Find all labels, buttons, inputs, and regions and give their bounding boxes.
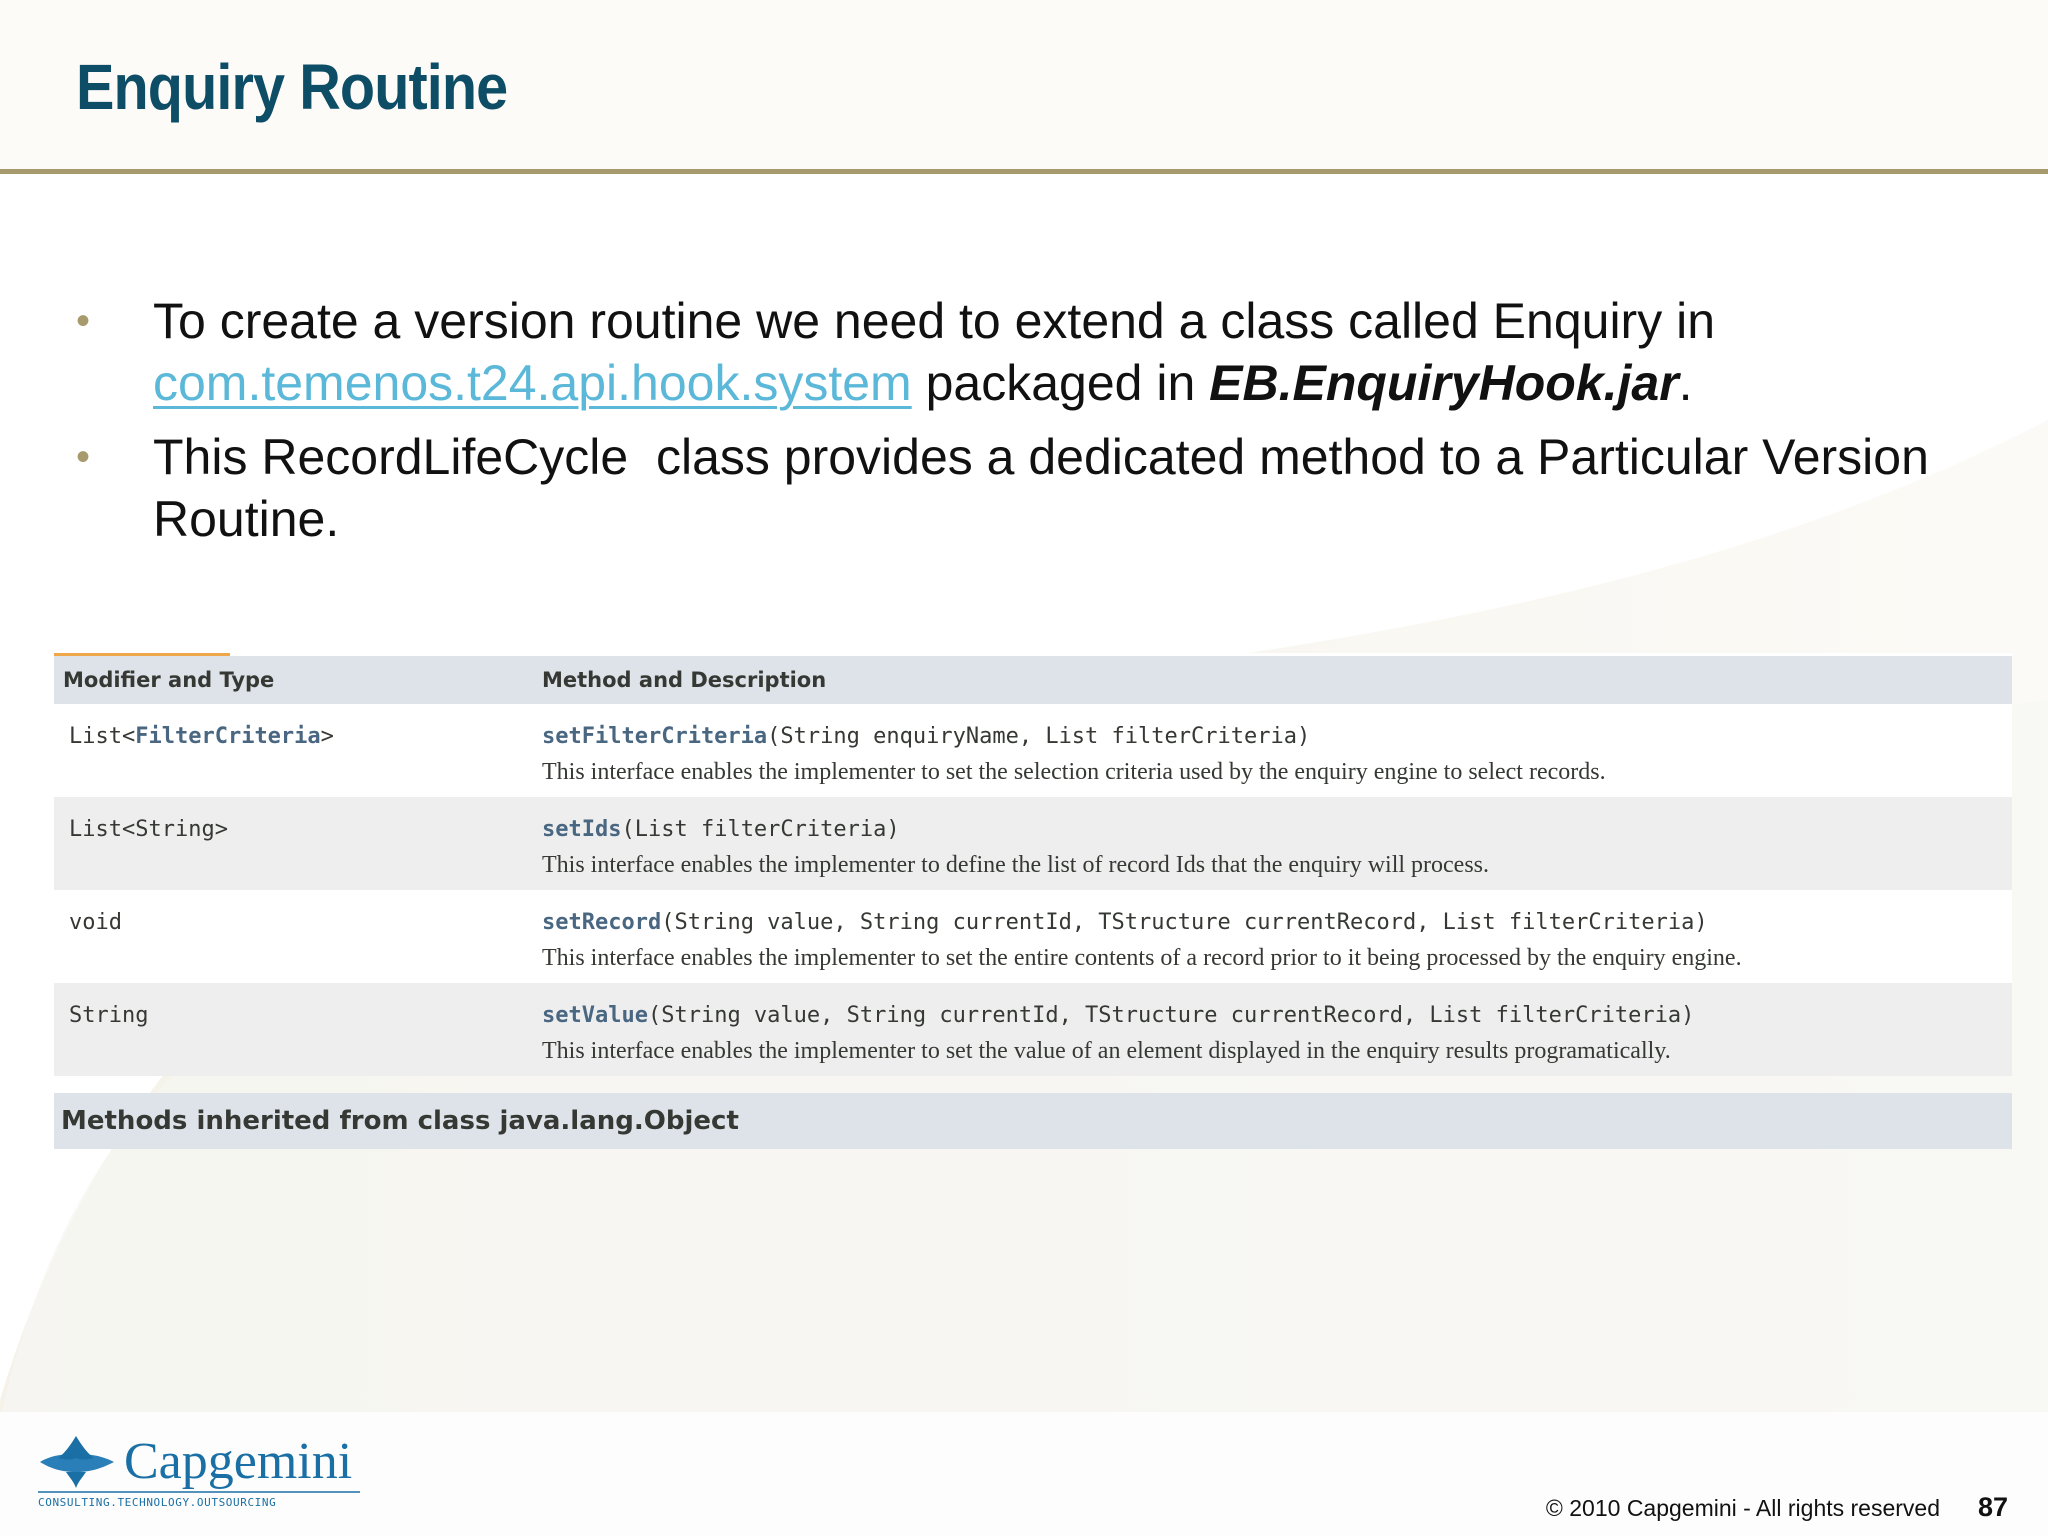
method-description: This interface enables the implementer to set the entire contents of a record prior to it being processed by the enquiry engine. bbox=[542, 945, 1742, 971]
type-text: List< bbox=[69, 724, 136, 749]
type-suffix: > bbox=[320, 724, 334, 749]
capgemini-logo bbox=[36, 1428, 366, 1510]
header-method-description: Method and Description bbox=[542, 668, 827, 692]
bullet-text: This RecordLifeCycle class provides a dedicated method to a Particular Version Routine. bbox=[153, 429, 1943, 547]
table-tab-accent bbox=[54, 653, 230, 656]
header-modifier-type: Modifier and Type bbox=[63, 668, 275, 692]
bullet-text: To create a version routine we need to extend a class called Enquiry in bbox=[153, 293, 1716, 349]
row-type bbox=[54, 797, 542, 890]
row-type bbox=[54, 704, 542, 797]
type-link[interactable]: FilterCriteria bbox=[135, 724, 321, 749]
jar-name: EB.EnquiryHook.jar bbox=[1209, 355, 1679, 411]
table-row bbox=[54, 890, 2012, 983]
method-description: This interface enables the implementer to set the selection criteria used by the enquiry engine to select records. bbox=[542, 759, 1606, 785]
method-params: (String value, String currentId, TStructure currentRecord, List filterCriteria) bbox=[661, 910, 1708, 935]
table-row bbox=[54, 704, 2012, 797]
copyright-text: © 2010 Capgemini - All rights reserved bbox=[1545, 1495, 1940, 1521]
method-params: (List filterCriteria) bbox=[621, 817, 900, 842]
table-header bbox=[54, 656, 2012, 704]
row-method bbox=[542, 890, 2012, 983]
row-type bbox=[54, 983, 542, 1076]
bullet-list bbox=[70, 290, 2010, 562]
type-text: List<String> bbox=[69, 817, 228, 842]
method-summary-table bbox=[54, 653, 2012, 1076]
method-link[interactable]: setFilterCriteria bbox=[542, 724, 768, 749]
page-number: 87 bbox=[1977, 1492, 2008, 1522]
table-row bbox=[54, 983, 2012, 1076]
row-method bbox=[542, 983, 2012, 1076]
bullet-item bbox=[70, 290, 2010, 414]
method-link[interactable]: setRecord bbox=[542, 910, 662, 935]
inherited-methods-header: Methods inherited from class java.lang.Object bbox=[54, 1093, 2012, 1149]
title-divider bbox=[0, 169, 2048, 174]
bullet-dot-icon: • bbox=[76, 299, 91, 343]
type-text: void bbox=[69, 910, 122, 935]
row-method bbox=[542, 797, 2012, 890]
package-link[interactable]: com.temenos.t24.api.hook.system bbox=[153, 355, 912, 411]
bullet-text-end: . bbox=[1678, 355, 1693, 411]
method-link[interactable]: setIds bbox=[542, 817, 622, 842]
bullet-dot-icon: • bbox=[76, 435, 91, 479]
logo-tagline: CONSULTING.TECHNOLOGY.OUTSOURCING bbox=[38, 1496, 277, 1509]
method-description: This interface enables the implementer to define the list of record Ids that the enquiry will process. bbox=[542, 852, 1490, 878]
bullet-text-middle: packaged in bbox=[911, 355, 1210, 411]
row-method bbox=[542, 704, 2012, 797]
row-type bbox=[54, 890, 542, 983]
bullet-item bbox=[70, 426, 2010, 550]
slide-title: Enquiry Routine bbox=[76, 51, 508, 123]
method-description: This interface enables the implementer to set the value of an element displayed in the enquiry results programatically. bbox=[542, 1038, 1671, 1064]
table-row bbox=[54, 797, 2012, 890]
method-params: (String enquiryName, List filterCriteria) bbox=[767, 724, 1311, 749]
logo-wordmark: Capgemini bbox=[124, 1433, 353, 1490]
method-params: (String value, String currentId, TStructure currentRecord, List filterCriteria) bbox=[647, 1003, 1695, 1028]
type-text: String bbox=[69, 1003, 149, 1028]
method-link[interactable]: setValue bbox=[542, 1003, 648, 1028]
